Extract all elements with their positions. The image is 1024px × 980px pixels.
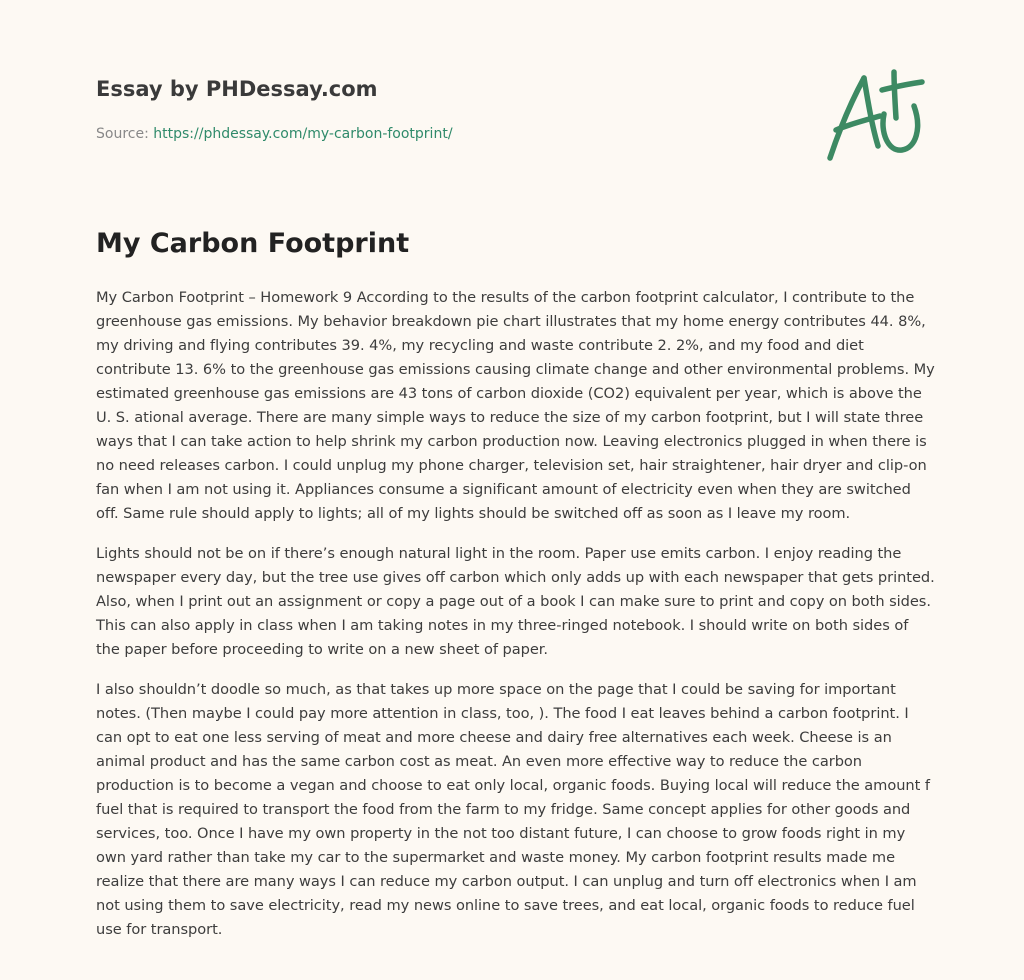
essay-paragraph: I also shouldn’t doodle so much, as that takes up more space on the page that I could be saving for important notes. (Then maybe I could pay more attention in class, too, ). The food I eat leaves behind a carbon footprint. I can opt to eat one less serving of meat and more cheese and dairy free alternatives each week. Cheese is an animal product and has the same carbon cost as meat. An even more effective way to reduce the carbon production is to become a vegan and choose to eat only local, organic foods. Buying local will reduce the amount f fuel that is required to transport the food from the farm to my fridge. Same concept applies for other goods and services, too. Once I have my own property in the not too distant future, I can choose to grow foods right in my own yard rather than take my car to the supermarket and waste money. My carbon footprint results made me realize that there are many ways I can reduce my carbon output. I can unplug and turn off electronics when I am not using them to save electricity, read my news online to save trees, and eat local, organic foods to reduce fuel use for transport. xyxy=(96,681,930,938)
essay-paragraph: Lights should not be on if there’s enough natural light in the room. Paper use emits carbon. I enjoy reading the newspaper every day, but the tree use gives off carbon which only adds up with each newspaper that gets printed. Also, when I print out an assignment or copy a page out of a book I can make sure to print and copy on both sides. This can also apply in class when I am taking notes in my three-ringed notebook. I should write on both sides of the paper before proceeding to write on a new sheet of paper. xyxy=(96,545,935,658)
source-line xyxy=(96,124,796,144)
essay-title: My Carbon Footprint xyxy=(96,228,410,259)
source-label: Source: xyxy=(96,126,154,142)
essay-body xyxy=(96,286,936,958)
site-title: Essay by PHDessay.com xyxy=(96,77,378,101)
source-link[interactable]: https://phdessay.com/my-carbon-footprint/ xyxy=(153,126,453,142)
essay-paragraph: My Carbon Footprint – Homework 9 According to the results of the carbon footprint calculator, I contribute to the greenhouse gas emissions. My behavior breakdown pie chart illustrates that my home energy contributes 44. 8%, my driving and flying contributes 39. 4%, my recycling and waste contribute 2. 2%, and my food and diet contribute 13. 6% to the greenhouse gas emissions causing climate change and other environmental problems. My estimated greenhouse gas emissions are 43 tons of carbon dioxide (CO2) equivalent per year, which is above the U. S. ational average. There are many simple ways to reduce the size of my carbon footprint, but I will state three ways that I can take action to help shrink my carbon production now. Leaving electronics plugged in when there is no need releases carbon. I could unplug my phone charger, television set, hair straightener, hair dryer and clip-on fan when I am not using it. Appliances consume a significant amount of electricity even when they are switched off. Same rule should apply to lights; all of my lights should be switched off as soon as I leave my room. xyxy=(96,289,935,522)
a-plus-grade-icon xyxy=(822,66,926,166)
page-header xyxy=(96,74,796,144)
